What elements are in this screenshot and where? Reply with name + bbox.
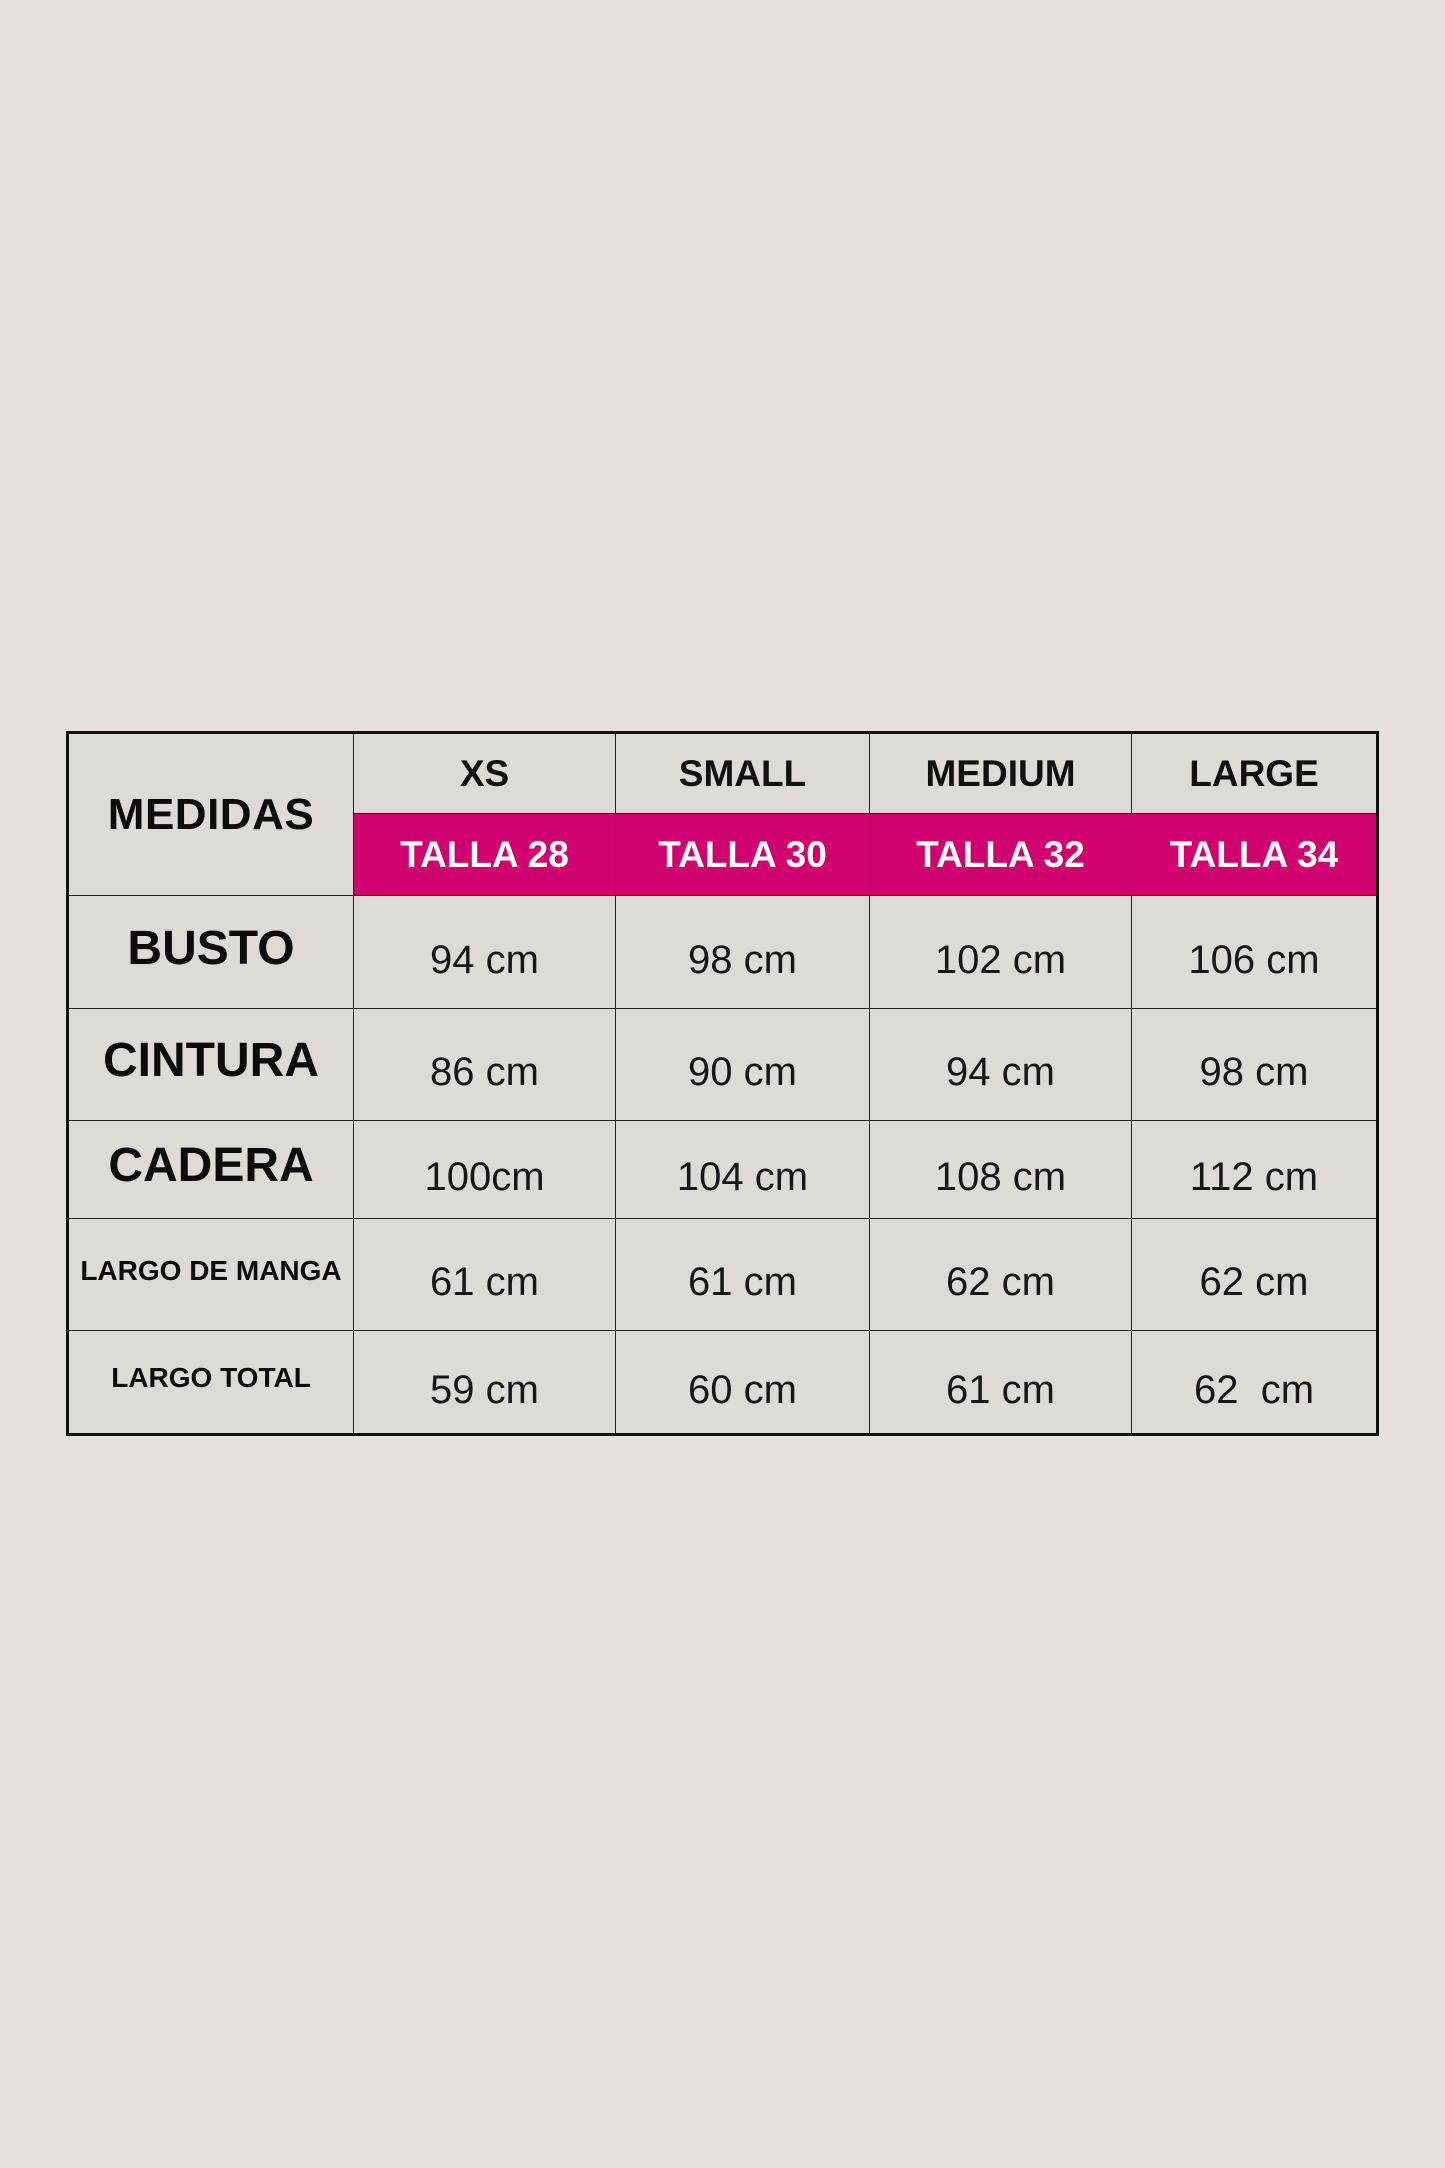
row-label-largo-total: LARGO TOTAL	[68, 1331, 354, 1435]
value-cell: 86 cm	[354, 1009, 616, 1121]
value-cell: 102 cm	[870, 896, 1132, 1009]
size-chart-table	[66, 731, 1379, 1436]
size-large-header: LARGE	[1132, 733, 1378, 814]
value-cell: 94 cm	[354, 896, 616, 1009]
value-cell: 62 cm	[1132, 1219, 1378, 1331]
value-cell: 61 cm	[354, 1219, 616, 1331]
table-row-largo-total	[68, 1331, 1378, 1435]
size-small-header: SMALL	[616, 733, 870, 814]
table-row-largo-de-manga	[68, 1219, 1378, 1331]
talla-30-header: TALLA 30	[616, 814, 870, 896]
value-cell: 98 cm	[1132, 1009, 1378, 1121]
value-cell: 106 cm	[1132, 896, 1378, 1009]
value-cell: 104 cm	[616, 1121, 870, 1219]
value-cell: 98 cm	[616, 896, 870, 1009]
value-cell: 108 cm	[870, 1121, 1132, 1219]
size-xs-header: XS	[354, 733, 616, 814]
row-label-largo-de-manga: LARGO DE MANGA	[68, 1219, 354, 1331]
value-cell: 112 cm	[1132, 1121, 1378, 1219]
talla-28-header: TALLA 28	[354, 814, 616, 896]
value-cell: 59 cm	[354, 1331, 616, 1435]
value-cell: 100cm	[354, 1121, 616, 1219]
row-label-cintura: CINTURA	[68, 1009, 354, 1121]
row-label-busto: BUSTO	[68, 896, 354, 1009]
value-cell: 60 cm	[616, 1331, 870, 1435]
size-medium-header: MEDIUM	[870, 733, 1132, 814]
row-label-cadera: CADERA	[68, 1121, 354, 1219]
value-cell: 94 cm	[870, 1009, 1132, 1121]
value-cell: 61 cm	[616, 1219, 870, 1331]
talla-34-header: TALLA 34	[1132, 814, 1378, 896]
table-row-cadera	[68, 1121, 1378, 1219]
medidas-header: MEDIDAS	[68, 733, 354, 896]
table-row-busto	[68, 896, 1378, 1009]
value-cell: 62 cm	[870, 1219, 1132, 1331]
value-cell: 62 cm	[1132, 1331, 1378, 1435]
table-row-cintura	[68, 1009, 1378, 1121]
value-cell: 90 cm	[616, 1009, 870, 1121]
value-cell: 61 cm	[870, 1331, 1132, 1435]
talla-32-header: TALLA 32	[870, 814, 1132, 896]
size-header-row	[68, 733, 1378, 814]
